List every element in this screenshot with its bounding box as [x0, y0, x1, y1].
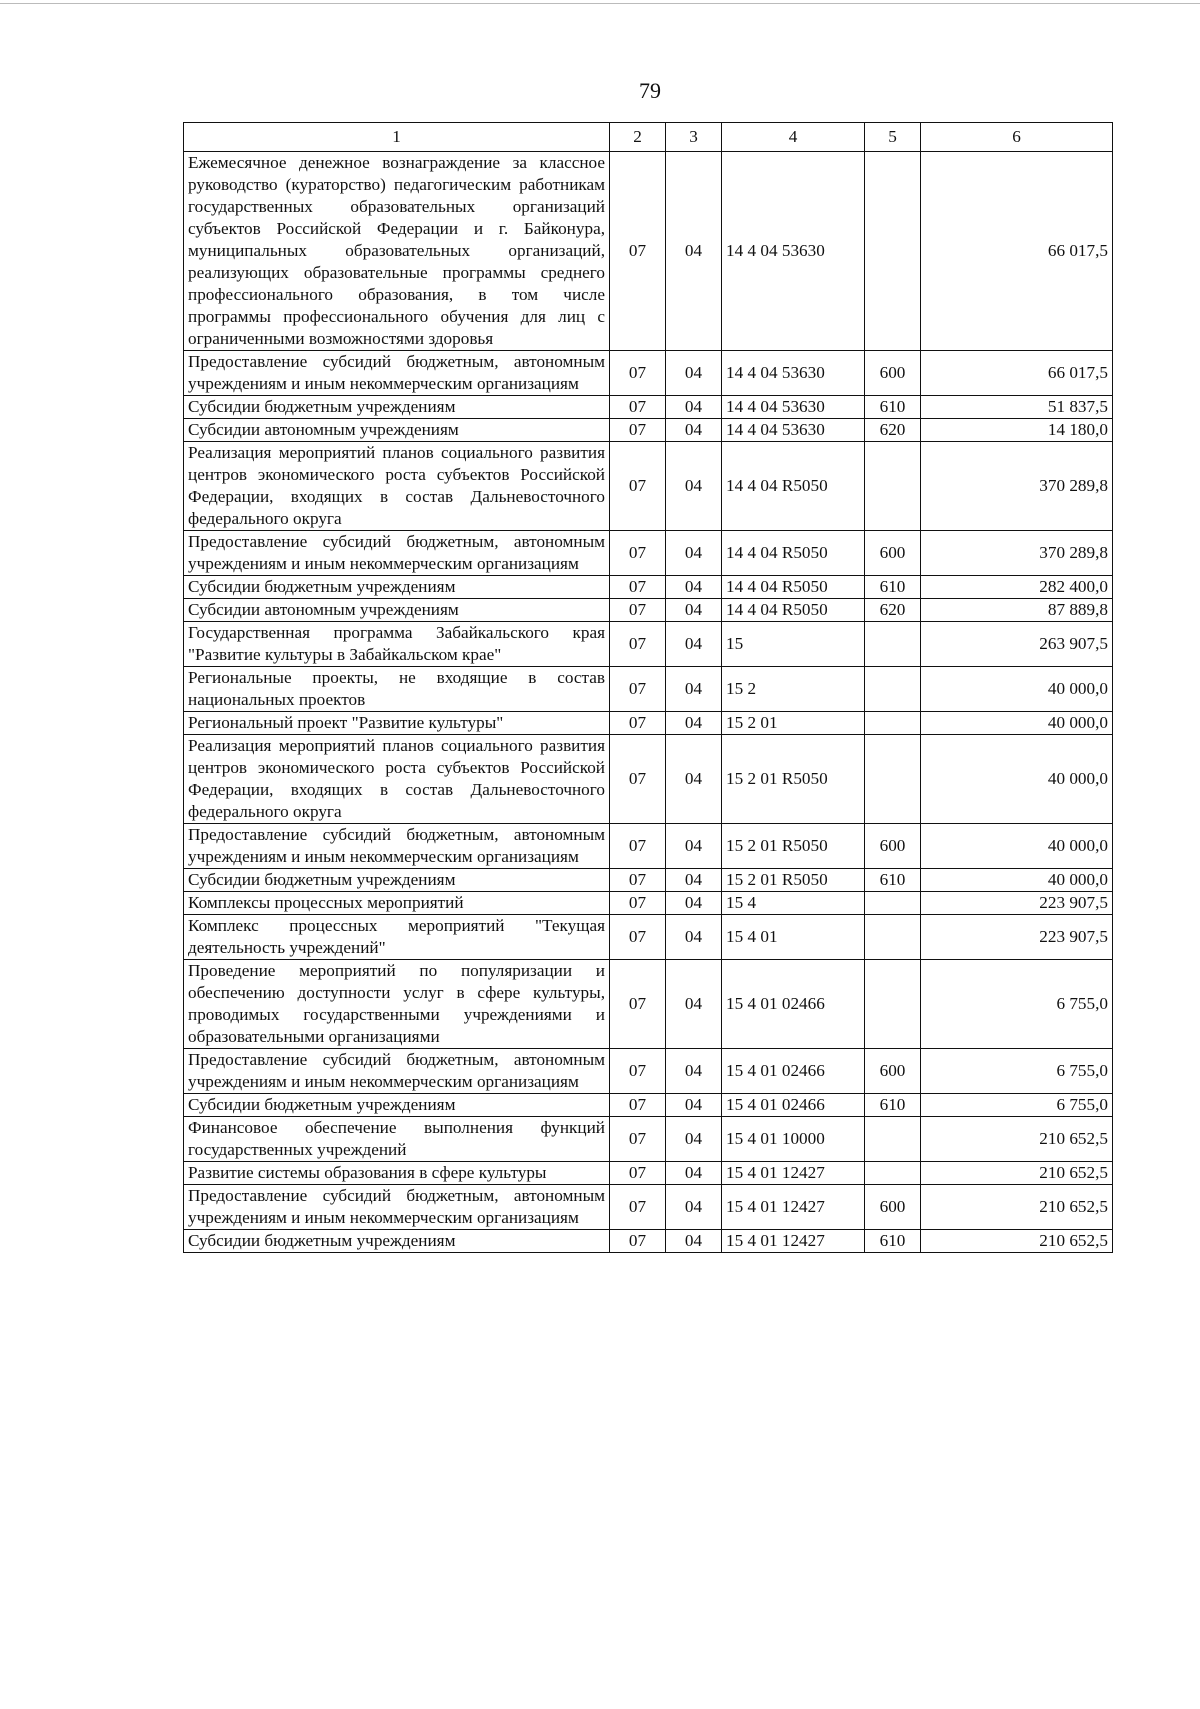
expense-type-cell: [865, 622, 921, 667]
table-row: [184, 576, 1113, 599]
expense-type-cell: 600: [865, 1049, 921, 1094]
expense-type-cell: 600: [865, 351, 921, 396]
target-article-cell: 15 2 01 R5050: [722, 824, 865, 869]
section-code-cell: 07: [610, 869, 666, 892]
target-article-cell: 15 2 01: [722, 712, 865, 735]
subsection-code-cell: 04: [666, 442, 722, 531]
row-name-cell: Региональные проекты, не входящие в состав национальных проектов: [184, 667, 610, 712]
column-header: 5: [865, 123, 921, 152]
expense-type-cell: 610: [865, 869, 921, 892]
amount-cell: 370 289,8: [921, 531, 1113, 576]
table-row: [184, 1049, 1113, 1094]
section-code-cell: 07: [610, 442, 666, 531]
subsection-code-cell: 04: [666, 892, 722, 915]
table-row: [184, 351, 1113, 396]
column-header: 6: [921, 123, 1113, 152]
section-code-cell: 07: [610, 351, 666, 396]
section-code-cell: 07: [610, 712, 666, 735]
expense-type-cell: [865, 1117, 921, 1162]
budget-table: [183, 122, 1113, 1253]
section-code-cell: 07: [610, 915, 666, 960]
row-name-cell: Комплекс процессных мероприятий "Текущая деятельность учреждений": [184, 915, 610, 960]
expense-type-cell: [865, 667, 921, 712]
expense-type-cell: [865, 735, 921, 824]
table-header: [184, 123, 1113, 152]
expense-type-cell: [865, 960, 921, 1049]
amount-cell: 223 907,5: [921, 915, 1113, 960]
expense-type-cell: [865, 442, 921, 531]
table-row: [184, 1094, 1113, 1117]
subsection-code-cell: 04: [666, 1230, 722, 1253]
subsection-code-cell: 04: [666, 667, 722, 712]
subsection-code-cell: 04: [666, 599, 722, 622]
section-code-cell: 07: [610, 1049, 666, 1094]
row-name-cell: Развитие системы образования в сфере культуры: [184, 1162, 610, 1185]
section-code-cell: 07: [610, 531, 666, 576]
amount-cell: 40 000,0: [921, 667, 1113, 712]
subsection-code-cell: 04: [666, 1185, 722, 1230]
table-row: [184, 396, 1113, 419]
expense-type-cell: 610: [865, 1094, 921, 1117]
subsection-code-cell: 04: [666, 1094, 722, 1117]
expense-type-cell: 600: [865, 531, 921, 576]
table-row: [184, 960, 1113, 1049]
section-code-cell: 07: [610, 824, 666, 869]
column-header: 3: [666, 123, 722, 152]
section-code-cell: 07: [610, 1230, 666, 1253]
section-code-cell: 07: [610, 1185, 666, 1230]
target-article-cell: 15 4 01 02466: [722, 1094, 865, 1117]
table-row: [184, 824, 1113, 869]
target-article-cell: 14 4 04 R5050: [722, 442, 865, 531]
row-name-cell: Региональный проект "Развитие культуры": [184, 712, 610, 735]
amount-cell: 14 180,0: [921, 419, 1113, 442]
subsection-code-cell: 04: [666, 351, 722, 396]
target-article-cell: 14 4 04 53630: [722, 419, 865, 442]
target-article-cell: 14 4 04 53630: [722, 351, 865, 396]
amount-cell: 210 652,5: [921, 1117, 1113, 1162]
target-article-cell: 15: [722, 622, 865, 667]
section-code-cell: 07: [610, 576, 666, 599]
row-name-cell: Субсидии бюджетным учреждениям: [184, 1230, 610, 1253]
expense-type-cell: 600: [865, 824, 921, 869]
section-code-cell: 07: [610, 960, 666, 1049]
table-row: [184, 735, 1113, 824]
expense-type-cell: [865, 712, 921, 735]
table-row: [184, 419, 1113, 442]
row-name-cell: Субсидии автономным учреждениям: [184, 419, 610, 442]
subsection-code-cell: 04: [666, 735, 722, 824]
row-name-cell: Комплексы процессных мероприятий: [184, 892, 610, 915]
subsection-code-cell: 04: [666, 419, 722, 442]
table-row: [184, 1117, 1113, 1162]
amount-cell: 66 017,5: [921, 351, 1113, 396]
row-name-cell: Предоставление субсидий бюджетным, автономным учреждениям и иным некоммерческим организациям: [184, 824, 610, 869]
amount-cell: 40 000,0: [921, 712, 1113, 735]
target-article-cell: 15 4 01 10000: [722, 1117, 865, 1162]
subsection-code-cell: 04: [666, 1117, 722, 1162]
table-row: [184, 1185, 1113, 1230]
column-header: 2: [610, 123, 666, 152]
subsection-code-cell: 04: [666, 960, 722, 1049]
amount-cell: 282 400,0: [921, 576, 1113, 599]
amount-cell: 263 907,5: [921, 622, 1113, 667]
amount-cell: 6 755,0: [921, 960, 1113, 1049]
header-row: [184, 123, 1113, 152]
table-row: [184, 442, 1113, 531]
expense-type-cell: 620: [865, 599, 921, 622]
section-code-cell: 07: [610, 1117, 666, 1162]
expense-type-cell: 610: [865, 576, 921, 599]
amount-cell: 6 755,0: [921, 1049, 1113, 1094]
row-name-cell: Реализация мероприятий планов социального развития центров экономического роста субъектов Российской Федерации, входящих в состав Дальневосточного федерального округа: [184, 735, 610, 824]
expense-type-cell: [865, 892, 921, 915]
row-name-cell: Субсидии бюджетным учреждениям: [184, 1094, 610, 1117]
expense-type-cell: 620: [865, 419, 921, 442]
subsection-code-cell: 04: [666, 396, 722, 419]
section-code-cell: 07: [610, 667, 666, 712]
page-number: 79: [639, 78, 661, 103]
subsection-code-cell: 04: [666, 576, 722, 599]
table-row: [184, 1230, 1113, 1253]
section-code-cell: 07: [610, 622, 666, 667]
subsection-code-cell: 04: [666, 622, 722, 667]
row-name-cell: Ежемесячное денежное вознаграждение за классное руководство (кураторство) педагогическим работникам государственных образовательных организаций субъектов Российской Федерации и г. Байконура, муниципальных образовательных организаций, реализующих образовательные программы среднего профессионального образования, в том числе программы профессионального обучения для лиц с ограниченными возможностями здоровья: [184, 152, 610, 351]
subsection-code-cell: 04: [666, 712, 722, 735]
table-row: [184, 152, 1113, 351]
column-header: 1: [184, 123, 610, 152]
amount-cell: 66 017,5: [921, 152, 1113, 351]
subsection-code-cell: 04: [666, 1049, 722, 1094]
subsection-code-cell: 04: [666, 152, 722, 351]
row-name-cell: Субсидии бюджетным учреждениям: [184, 396, 610, 419]
table-row: [184, 622, 1113, 667]
target-article-cell: 15 4 01 02466: [722, 960, 865, 1049]
target-article-cell: 15 2 01 R5050: [722, 869, 865, 892]
target-article-cell: 15 4 01 12427: [722, 1162, 865, 1185]
subsection-code-cell: 04: [666, 824, 722, 869]
amount-cell: 210 652,5: [921, 1230, 1113, 1253]
table-row: [184, 1162, 1113, 1185]
expense-type-cell: 610: [865, 396, 921, 419]
row-name-cell: Предоставление субсидий бюджетным, автономным учреждениям и иным некоммерческим организациям: [184, 1185, 610, 1230]
row-name-cell: Предоставление субсидий бюджетным, автономным учреждениям и иным некоммерческим организациям: [184, 1049, 610, 1094]
section-code-cell: 07: [610, 419, 666, 442]
expense-type-cell: 600: [865, 1185, 921, 1230]
row-name-cell: Субсидии бюджетным учреждениям: [184, 869, 610, 892]
target-article-cell: 14 4 04 R5050: [722, 576, 865, 599]
section-code-cell: 07: [610, 892, 666, 915]
expense-type-cell: [865, 152, 921, 351]
table-row: [184, 712, 1113, 735]
row-name-cell: Субсидии бюджетным учреждениям: [184, 576, 610, 599]
amount-cell: 51 837,5: [921, 396, 1113, 419]
section-code-cell: 07: [610, 1162, 666, 1185]
target-article-cell: 15 2: [722, 667, 865, 712]
amount-cell: 370 289,8: [921, 442, 1113, 531]
table-row: [184, 667, 1113, 712]
row-name-cell: Предоставление субсидий бюджетным, автономным учреждениям и иным некоммерческим организациям: [184, 531, 610, 576]
target-article-cell: 14 4 04 53630: [722, 396, 865, 419]
table-row: [184, 892, 1113, 915]
row-name-cell: Реализация мероприятий планов социального развития центров экономического роста субъектов Российской Федерации, входящих в состав Дальневосточного федерального округа: [184, 442, 610, 531]
target-article-cell: 14 4 04 53630: [722, 152, 865, 351]
row-name-cell: Государственная программа Забайкальского края "Развитие культуры в Забайкальском крае": [184, 622, 610, 667]
subsection-code-cell: 04: [666, 531, 722, 576]
amount-cell: 6 755,0: [921, 1094, 1113, 1117]
table-row: [184, 599, 1113, 622]
target-article-cell: 15 4 01: [722, 915, 865, 960]
table-row: [184, 531, 1113, 576]
expense-type-cell: [865, 1162, 921, 1185]
amount-cell: 40 000,0: [921, 735, 1113, 824]
amount-cell: 40 000,0: [921, 869, 1113, 892]
page-top-border: [0, 3, 1200, 4]
subsection-code-cell: 04: [666, 1162, 722, 1185]
table-row: [184, 915, 1113, 960]
amount-cell: 223 907,5: [921, 892, 1113, 915]
column-header: 4: [722, 123, 865, 152]
table-body: [184, 152, 1113, 1253]
section-code-cell: 07: [610, 599, 666, 622]
row-name-cell: Финансовое обеспечение выполнения функций государственных учреждений: [184, 1117, 610, 1162]
target-article-cell: 15 4 01 12427: [722, 1185, 865, 1230]
amount-cell: 210 652,5: [921, 1162, 1113, 1185]
expense-type-cell: 610: [865, 1230, 921, 1253]
target-article-cell: 15 4 01 12427: [722, 1230, 865, 1253]
amount-cell: 87 889,8: [921, 599, 1113, 622]
target-article-cell: 14 4 04 R5050: [722, 531, 865, 576]
row-name-cell: Предоставление субсидий бюджетным, автономным учреждениям и иным некоммерческим организациям: [184, 351, 610, 396]
table-row: [184, 869, 1113, 892]
row-name-cell: Проведение мероприятий по популяризации и обеспечению доступности услуг в сфере культуры, проводимых государственными учреждениями и образовательными организациями: [184, 960, 610, 1049]
target-article-cell: 15 4: [722, 892, 865, 915]
target-article-cell: 14 4 04 R5050: [722, 599, 865, 622]
section-code-cell: 07: [610, 152, 666, 351]
section-code-cell: 07: [610, 735, 666, 824]
subsection-code-cell: 04: [666, 869, 722, 892]
target-article-cell: 15 2 01 R5050: [722, 735, 865, 824]
amount-cell: 40 000,0: [921, 824, 1113, 869]
expense-type-cell: [865, 915, 921, 960]
amount-cell: 210 652,5: [921, 1185, 1113, 1230]
target-article-cell: 15 4 01 02466: [722, 1049, 865, 1094]
row-name-cell: Субсидии автономным учреждениям: [184, 599, 610, 622]
section-code-cell: 07: [610, 1094, 666, 1117]
subsection-code-cell: 04: [666, 915, 722, 960]
section-code-cell: 07: [610, 396, 666, 419]
